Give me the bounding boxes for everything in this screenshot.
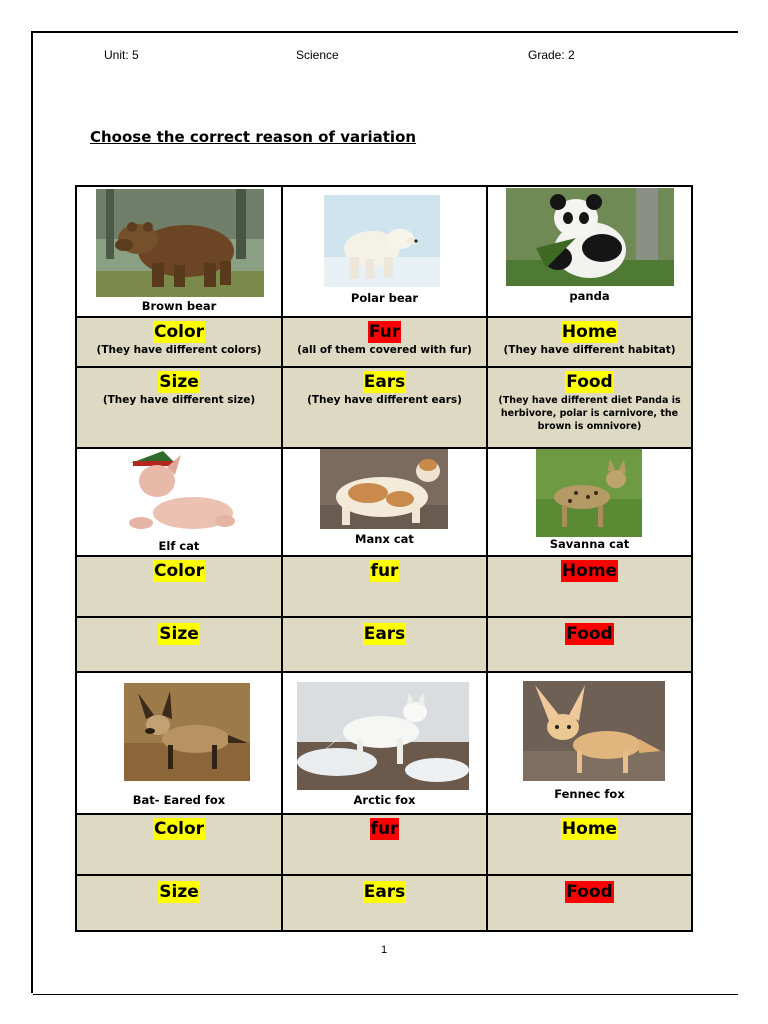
option-cell[interactable] — [283, 557, 488, 616]
grade-label: Grade: 2 — [528, 48, 575, 62]
animal-row-foxes — [77, 673, 691, 815]
option-word[interactable]: Size — [159, 372, 199, 392]
option-word[interactable]: fur — [370, 819, 399, 839]
option-word[interactable]: Ears — [363, 624, 406, 644]
option-cell[interactable] — [283, 368, 488, 447]
animal-cell-savanna-cat — [488, 449, 691, 555]
option-word[interactable]: Food — [566, 624, 613, 644]
option-word[interactable]: Size — [159, 624, 199, 644]
option-reason: (They have different ears) — [307, 394, 462, 406]
subject-label: Science — [296, 48, 339, 62]
option-cell[interactable] — [283, 318, 488, 366]
option-cell[interactable] — [488, 618, 691, 671]
option-cell[interactable] — [488, 815, 691, 874]
option-word[interactable]: fur — [370, 561, 399, 581]
option-cell[interactable] — [77, 815, 283, 874]
option-word[interactable]: Size — [159, 882, 199, 902]
fennec-fox-photo — [523, 681, 665, 781]
option-cell[interactable] — [488, 557, 691, 616]
variation-table — [75, 185, 693, 932]
option-word[interactable]: Food — [566, 882, 613, 902]
option-word[interactable]: Fur — [368, 322, 401, 342]
animal-name: Fennec fox — [554, 787, 625, 801]
animal-cell-arctic-fox — [283, 673, 488, 813]
option-word[interactable]: Color — [153, 819, 205, 839]
option-reason: (They have different diet Panda is herbivore, polar is carnivore, the brown is omnivore) — [498, 395, 681, 432]
animal-name: panda — [569, 289, 610, 303]
panda-photo — [506, 188, 674, 286]
animal-name: Brown bear — [141, 299, 217, 313]
option-cell[interactable] — [283, 815, 488, 874]
animal-cell-bat-eared-fox — [77, 673, 283, 813]
worksheet-title: Choose the correct reason of variation — [90, 128, 417, 146]
option-word[interactable]: Home — [561, 819, 618, 839]
animal-row-bears — [77, 187, 691, 318]
options-row — [77, 318, 691, 368]
animal-cell-polar-bear — [283, 187, 488, 316]
options-row — [77, 618, 691, 673]
options-row — [77, 557, 691, 618]
unit-label: Unit: 5 — [104, 48, 139, 62]
option-word[interactable]: Color — [153, 561, 205, 581]
animal-cell-manx-cat — [283, 449, 488, 555]
animal-name: Bat- Eared fox — [132, 793, 226, 807]
option-reason: (They have different colors) — [96, 344, 262, 356]
option-word[interactable]: Ears — [363, 372, 406, 392]
animal-name: Polar bear — [350, 291, 419, 305]
options-row — [77, 368, 691, 449]
option-word[interactable]: Food — [566, 372, 613, 392]
option-cell[interactable] — [77, 557, 283, 616]
option-cell[interactable] — [488, 368, 691, 447]
animal-cell-elf-cat — [77, 449, 283, 555]
polar-bear-photo — [324, 195, 440, 287]
option-word[interactable]: Home — [561, 322, 618, 342]
page-number: 1 — [380, 944, 388, 956]
option-reason: (They have different size) — [102, 394, 256, 406]
animal-cell-fennec-fox — [488, 673, 691, 813]
brown-bear-photo — [96, 189, 264, 297]
savanna-cat-photo — [536, 449, 642, 537]
option-word[interactable]: Ears — [363, 882, 406, 902]
animal-row-cats — [77, 449, 691, 557]
animal-name: Elf cat — [158, 539, 200, 553]
option-cell[interactable] — [283, 876, 488, 930]
option-reason: (all of them covered with fur) — [297, 344, 472, 356]
option-cell[interactable] — [77, 368, 283, 447]
option-word[interactable]: Color — [153, 322, 205, 342]
animal-name: Manx cat — [355, 532, 414, 546]
options-row — [77, 815, 691, 876]
option-word[interactable]: Home — [561, 561, 618, 581]
option-cell[interactable] — [488, 318, 691, 366]
animal-cell-panda — [488, 187, 691, 316]
animal-cell-brown-bear — [77, 187, 283, 316]
animal-name: Savanna cat — [549, 537, 630, 551]
animal-name: Arctic fox — [353, 793, 416, 807]
option-reason: (They have different habitat) — [503, 344, 676, 356]
option-cell[interactable] — [77, 318, 283, 366]
option-cell[interactable] — [283, 618, 488, 671]
manx-cat-photo — [320, 449, 448, 529]
option-cell[interactable] — [77, 618, 283, 671]
elf-cat-photo — [123, 451, 239, 537]
option-cell[interactable] — [488, 876, 691, 930]
option-cell[interactable] — [77, 876, 283, 930]
options-row — [77, 876, 691, 930]
arctic-fox-photo — [297, 682, 469, 790]
bat-eared-fox-photo — [124, 683, 250, 781]
